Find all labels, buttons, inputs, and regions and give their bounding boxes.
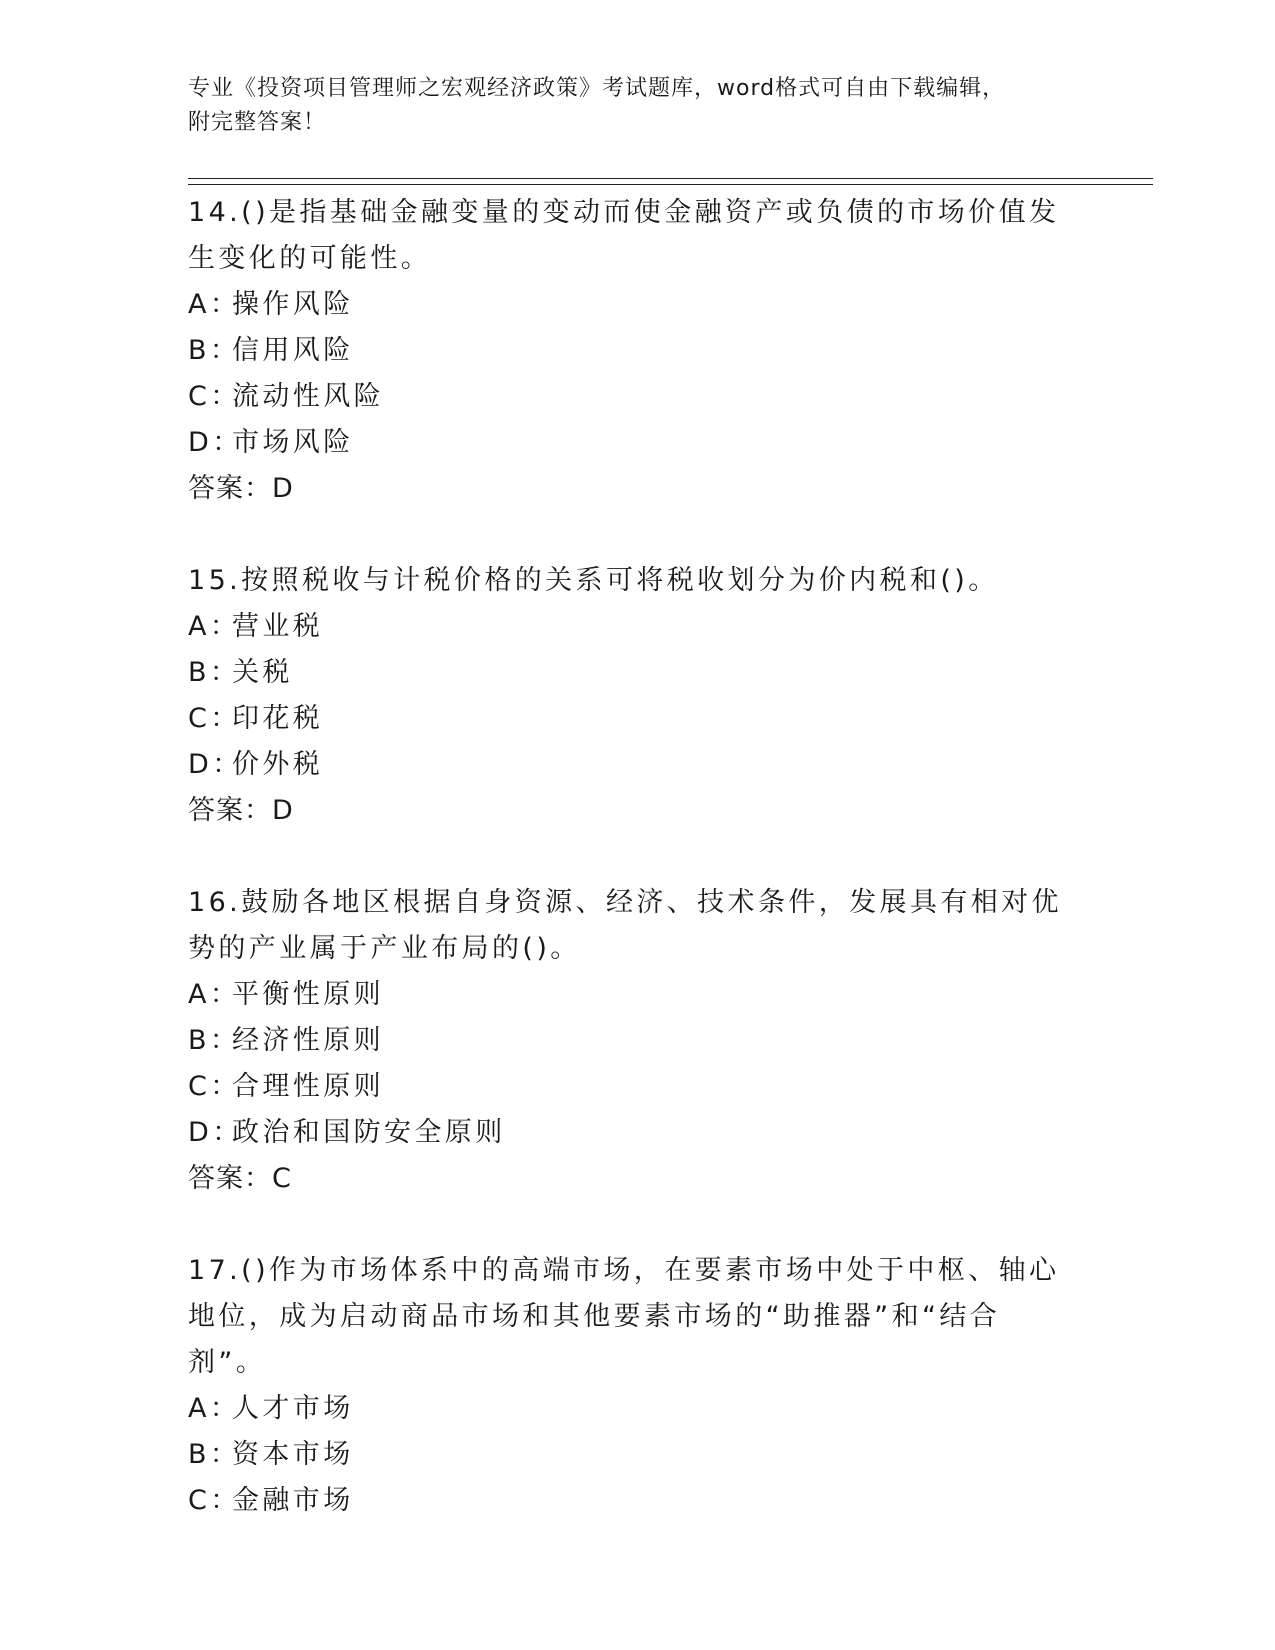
option-key: A： (188, 289, 241, 320)
option-text: 合理性原则 (232, 1071, 384, 1102)
question-list (188, 190, 1088, 1570)
question-14 (188, 190, 1088, 512)
option-text: 信用风险 (232, 335, 354, 366)
option-key: B： (188, 1025, 241, 1056)
question-stem (188, 558, 1068, 604)
option-d (188, 1110, 1088, 1156)
option-text: 操作风险 (232, 289, 354, 320)
answer-line: 答案：C (188, 1163, 292, 1194)
option-key: B： (188, 1439, 241, 1470)
option-key: C： (188, 703, 241, 734)
question-number: 15. (188, 565, 242, 596)
question-stem (188, 1248, 1068, 1386)
option-key: D： (188, 749, 243, 780)
option-key: C： (188, 381, 241, 412)
option-text: 价外税 (232, 749, 324, 780)
question-17 (188, 1248, 1088, 1524)
option-text: 印花税 (232, 703, 324, 734)
option-text: 经济性原则 (232, 1025, 384, 1056)
option-text: 市场风险 (232, 427, 354, 458)
option-text: 人才市场 (232, 1393, 354, 1424)
option-text: 政治和国防安全原则 (232, 1117, 506, 1148)
option-key: B： (188, 657, 241, 688)
option-key: C： (188, 1071, 241, 1102)
option-text: 金融市场 (232, 1485, 354, 1516)
option-text: 平衡性原则 (232, 979, 384, 1010)
option-key: A： (188, 1393, 241, 1424)
option-b (188, 1432, 1088, 1478)
option-key: D： (188, 1117, 243, 1148)
option-key: A： (188, 979, 241, 1010)
option-text: 资本市场 (232, 1439, 354, 1470)
option-a (188, 282, 1088, 328)
header-divider-bottom (188, 184, 1153, 185)
option-b (188, 328, 1088, 374)
option-text: 流动性风险 (232, 381, 384, 412)
question-text: ()是指基础金融变量的变动而使金融资产或负债的市场价值发生变化的可能性。 (188, 197, 1060, 274)
option-a (188, 1386, 1088, 1432)
question-text: ()作为市场体系中的高端市场，在要素市场中处于中枢、轴心地位，成为启动商品市场和其他要素市场的“助推器”和“结合剂”。 (188, 1255, 1060, 1378)
answer-line: 答案：D (188, 473, 294, 504)
question-16 (188, 880, 1088, 1202)
option-b (188, 650, 1088, 696)
header-line-2: 附完整答案！ (188, 110, 327, 135)
answer-line: 答案：D (188, 795, 294, 826)
question-text: 鼓励各地区根据自身资源、经济、技术条件，发展具有相对优势的产业属于产业布局的()。 (188, 887, 1062, 964)
option-c (188, 1064, 1088, 1110)
header-line-1: 专业《投资项目管理师之宏观经济政策》考试题库，word格式可自由下载编辑， (188, 76, 1006, 101)
option-key: B： (188, 335, 241, 366)
option-d (188, 742, 1088, 788)
header-divider-top (188, 178, 1153, 179)
option-c (188, 1478, 1088, 1524)
question-number: 17. (188, 1255, 242, 1286)
question-15 (188, 558, 1088, 834)
option-c (188, 696, 1088, 742)
document-header-note (188, 72, 1068, 140)
option-c (188, 374, 1088, 420)
question-stem (188, 880, 1068, 972)
option-text: 关税 (232, 657, 293, 688)
question-stem (188, 190, 1068, 282)
question-text: 按照税收与计税价格的关系可将税收划分为价内税和()。 (241, 565, 999, 596)
option-key: A： (188, 611, 241, 642)
question-number: 16. (188, 887, 242, 918)
option-b (188, 1018, 1088, 1064)
option-key: D： (188, 427, 243, 458)
option-text: 营业税 (232, 611, 324, 642)
option-d (188, 420, 1088, 466)
question-number: 14. (188, 197, 242, 228)
option-a (188, 972, 1088, 1018)
option-a (188, 604, 1088, 650)
option-key: C： (188, 1485, 241, 1516)
